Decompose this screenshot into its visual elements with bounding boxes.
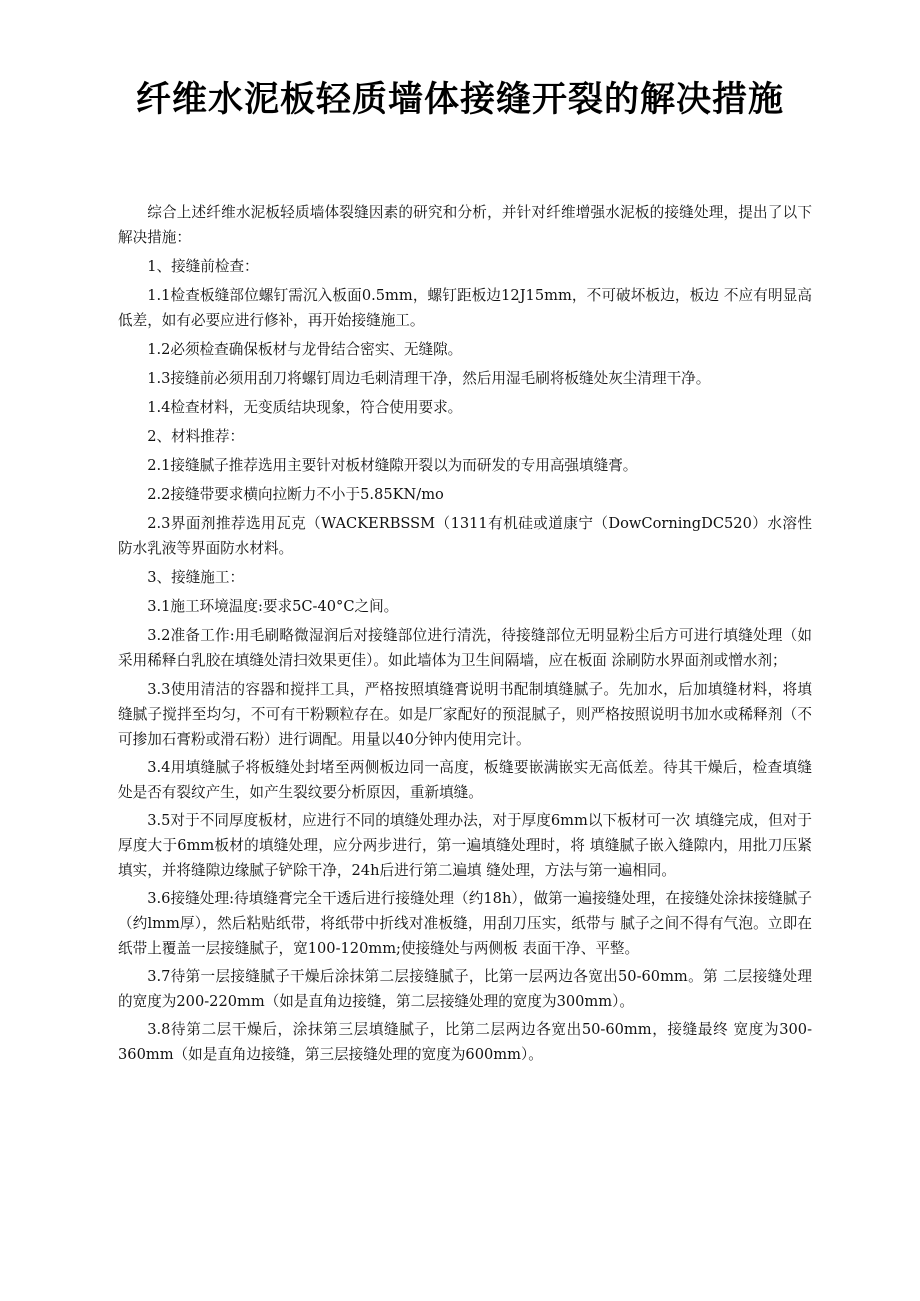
paragraph-3-6: 3.6接缝处理:待填缝膏完全干透后进行接缝处理（约18h），做第一遍接缝处理，在接缝处涂抹接缝腻子（约lmm厚），然后粘贴纸带，将纸带中折线对准板缝，用刮刀压实，纸带与 腻子之间不得有气泡。立即在纸带上覆盖一层接缝腻子，宽100-120mm;使接缝处与两侧板 表面干净、平整。 [118, 890, 812, 957]
paragraph-2-3: 2.3界面剂推荐选用瓦克（WACKERBSSM（1311有机硅或道康宁（DowCorningDC520）水溶性防水乳液等界面防水材料。 [118, 515, 812, 557]
paragraph-3-4: 3.4用填缝腻子将板缝处封堵至两侧板边同一高度，板缝要嵌满嵌实无高低差。待其干燥后，检查填缝处是否有裂纹产生，如产生裂纹要分析原因，重新填缝。 [118, 759, 812, 801]
paragraph-1-4: 1.4检查材料，无变质结块现象，符合使用要求。 [147, 399, 463, 416]
document-body [118, 200, 812, 1067]
paragraph-2-2: 2.2接缝带要求横向拉断力不小于5.85KN/mo [147, 486, 444, 503]
paragraph-3-3: 3.3使用清洁的容器和搅拌工具，严格按照填缝膏说明书配制填缝腻子。先加水，后加填缝材料，将填缝腻子搅拌至均匀，不可有干粉颗粒存在。如是厂家配好的预混腻子，则严格按照说明书加水或稀释剂（不可掺加石膏粉或滑石粉）进行调配。用量以40分钟内使用完计。 [118, 681, 812, 748]
page-title: 纤维水泥板轻质墙体接缝开裂的解决措施 [135, 80, 784, 120]
paragraph-1-1: 1.1检查板缝部位螺钉需沉入板面0.5mm，螺钉距板边12J15mm，不可破坏板边，板边 不应有明显高低差，如有必要应进行修补，再开始接缝施工。 [118, 287, 812, 329]
paragraph-3-8: 3.8待第二层干燥后，涂抹第三层填缝腻子，比第二层两边各宽出50-60mm，接缝最终 宽度为300-360mm（如是直角边接缝，第三层接缝处理的宽度为600mm）。 [118, 1021, 812, 1063]
section-heading-2: 2、材料推荐： [147, 428, 245, 445]
paragraph-3-5: 3.5对于不同厚度板材，应进行不同的填缝处理办法，对于厚度6mm以下板材可一次 填缝完成，但对于厚度大于6mm板材的填缝处理，应分两步进行，第一遍填缝处理时，将 填缝腻子嵌入缝隙内，用批刀压紧填实，并将缝隙边缘腻子铲除干净，24h后进行第二遍填 缝处理，方法与第一遍相同。 [118, 812, 812, 879]
intro-paragraph: 综合上述纤维水泥板轻质墙体裂缝因素的研究和分析，并针对纤维增强水泥板的接缝处理，提出了以下解决措施： [118, 204, 812, 246]
paragraph-2-1: 2.1接缝腻子推荐选用主要针对板材缝隙开裂以为而研发的专用高强填缝膏。 [147, 457, 638, 474]
section-heading-1: 1、接缝前检查： [147, 258, 259, 275]
paragraph-3-7: 3.7待第一层接缝腻子干燥后涂抹第二层接缝腻子，比第一层两边各宽出50-60mm。第 二层接缝处理的宽度为200-220mm（如是直角边接缝，第二层接缝处理的宽度为300mm）。 [118, 968, 812, 1010]
section-heading-3: 3、接缝施工： [147, 569, 245, 586]
paragraph-3-1: 3.1施工环境温度:要求5C-40°C之间。 [147, 598, 399, 615]
paragraph-3-2: 3.2准备工作:用毛刷略微湿润后对接缝部位进行清洗，待接缝部位无明显粉尘后方可进行填缝处理（如采用稀释白乳胶在填缝处清扫效果更佳）。如此墙体为卫生间隔墙，应在板面 涂刷防水界面剂或憎水剂； [118, 627, 812, 669]
paragraph-1-3: 1.3接缝前必须用刮刀将螺钉周边毛刺清理干净，然后用湿毛刷将板缝处灰尘清理干净。 [147, 370, 711, 387]
paragraph-1-2: 1.2必须检查确保板材与龙骨结合密实、无缝隙。 [147, 341, 463, 358]
